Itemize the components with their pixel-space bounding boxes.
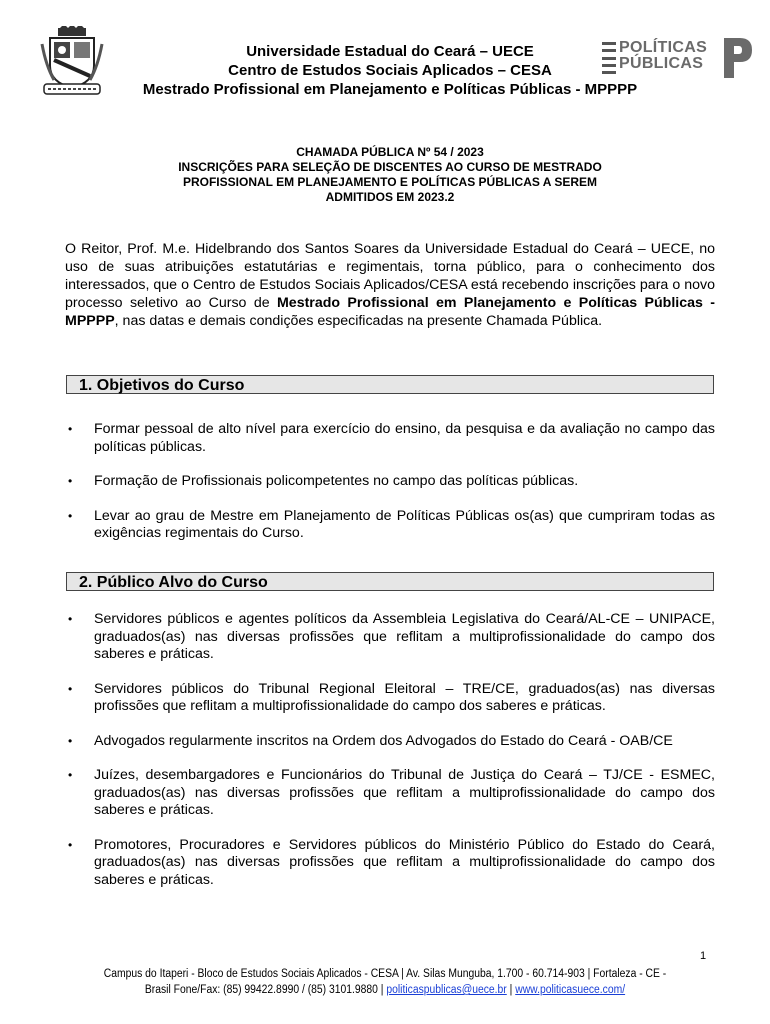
center-name: Centro de Estudos Sociais Aplicados – CESA xyxy=(228,62,552,79)
page-footer xyxy=(93,966,678,998)
call-title-line-4: ADMITIDOS EM 2023.2 xyxy=(325,190,455,204)
logo-wordmark xyxy=(619,40,707,72)
objectives-list xyxy=(65,421,715,560)
program-name: Mestrado Profissional em Planejamento e Políticas Públicas - MPPPP xyxy=(142,81,638,98)
list-item-text: Promotores, Procuradores e Servidores públicos do Ministério Público do Estado do Ceará, graduados(as) nas diversas profissões que reflitam a multiprofissionalidade do campo dos saberes e práticas. xyxy=(94,836,715,888)
website-link[interactable]: www.politicasuece.com/ xyxy=(515,984,626,996)
list-item-text: Formação de Profissionais policompetentes no campo das políticas públicas. xyxy=(94,473,579,489)
logo-word-1: POLÍTICAS xyxy=(619,39,708,56)
section-header-target-audience: 2. Público Alvo do Curso xyxy=(66,572,714,591)
intro-text-2: , nas datas e demais condições especificadas na presente Chamada Pública. xyxy=(114,313,603,329)
uece-coat-of-arms-icon xyxy=(40,26,104,98)
bullet-icon: • xyxy=(68,768,73,782)
list-item xyxy=(65,421,715,456)
logo-word-2: PÚBLICAS xyxy=(619,55,704,72)
list-item xyxy=(65,611,715,664)
list-item xyxy=(65,681,715,716)
list-item-text: Formar pessoal de alto nível para exercício do ensino, da pesquisa e da avaliação no campo das políticas públicas. xyxy=(94,421,715,455)
list-item-text: Levar ao grau de Mestre em Planejamento de Políticas Públicas os(as) que cumpriram todas as exigências regimentais do Curso. xyxy=(94,507,715,541)
bullet-icon: • xyxy=(68,508,73,523)
list-item-text: Servidores públicos do Tribunal Regional Eleitoral – TRE/CE, graduados(as) nas diversas profissões que reflitam a multiprofissionalidade do campo dos saberes e práticas. xyxy=(94,680,715,714)
section-header-objectives: 1. Objetivos do Curso xyxy=(66,375,714,394)
logo-bars-icon xyxy=(602,42,616,74)
bullet-icon: • xyxy=(68,681,73,696)
list-item xyxy=(65,473,715,491)
logo-p-letter-icon xyxy=(720,36,754,80)
list-item xyxy=(65,837,715,890)
call-number: CHAMADA PÚBLICA Nº 54 / 2023 xyxy=(296,145,484,159)
page-number: 1 xyxy=(700,950,707,962)
intro-text-1: O Reitor, Prof. M.e. Hidelbrando dos Santos Soares da Universidade Estadual do Ceará – UECE, no uso de suas atribuições estatutárias e regimentais, torna público, para o conhecimento dos interessados, que o Centro de Estudos Sociais Aplicados/CESA está recebendo inscrições para o novo processo seletivo ao Curso de xyxy=(65,241,715,311)
politicas-publicas-logo xyxy=(602,39,752,76)
bullet-icon: • xyxy=(68,422,73,436)
footer-separator: | xyxy=(506,984,516,996)
call-title-line-2: INSCRIÇÕES PARA SELEÇÃO DE DISCENTES AO CURSO DE MESTRADO xyxy=(178,160,602,174)
footer-phone: Brasil Fone/Fax: (85) 99422.8990 / (85) 3101.9880 | xyxy=(144,984,387,996)
bullet-icon: • xyxy=(68,837,73,852)
list-item xyxy=(65,733,715,751)
bullet-icon: • xyxy=(68,612,73,626)
bullet-icon: • xyxy=(68,733,73,748)
university-name: Universidade Estadual do Ceará – UECE xyxy=(246,43,534,60)
document-header xyxy=(100,42,680,99)
list-item xyxy=(65,767,715,820)
footer-contact xyxy=(93,982,678,998)
list-item-text: Advogados regularmente inscritos na Ordem dos Advogados do Estado do Ceará - OAB/CE xyxy=(94,732,673,749)
intro-paragraph xyxy=(65,240,715,330)
bullet-icon: • xyxy=(68,474,73,488)
call-title-line-3: PROFISSIONAL EM PLANEJAMENTO E POLÍTICAS PÚBLICAS A SEREM xyxy=(182,175,598,189)
call-title xyxy=(140,145,640,205)
footer-address: Campus do Itaperi - Bloco de Estudos Sociais Aplicados - CESA | Av. Silas Munguba, 1.700 - 60.714-903 | Fortaleza - CE - xyxy=(103,968,667,980)
list-item-text: Servidores públicos e agentes políticos da Assembleia Legislativa do Ceará/AL-CE – UNIPACE, graduados(as) nas diversas profissões que reflitam a multiprofissionalidade do campo dos saberes e práticas. xyxy=(94,611,715,662)
target-audience-list xyxy=(65,611,715,906)
email-link[interactable]: politicaspublicas@uece.br xyxy=(386,984,507,996)
list-item xyxy=(65,508,715,543)
list-item-text: Juízes, desembargadores e Funcionários do Tribunal de Justiça do Ceará – TJ/CE - ESMEC, graduados(as) nas diversas profissões que reflitam a multiprofissionalidade do campo dos saberes e práticas. xyxy=(94,767,715,818)
intro-program-bold: Mestrado Profissional em Planejamento e Políticas Públicas - MPPPP xyxy=(65,295,715,329)
